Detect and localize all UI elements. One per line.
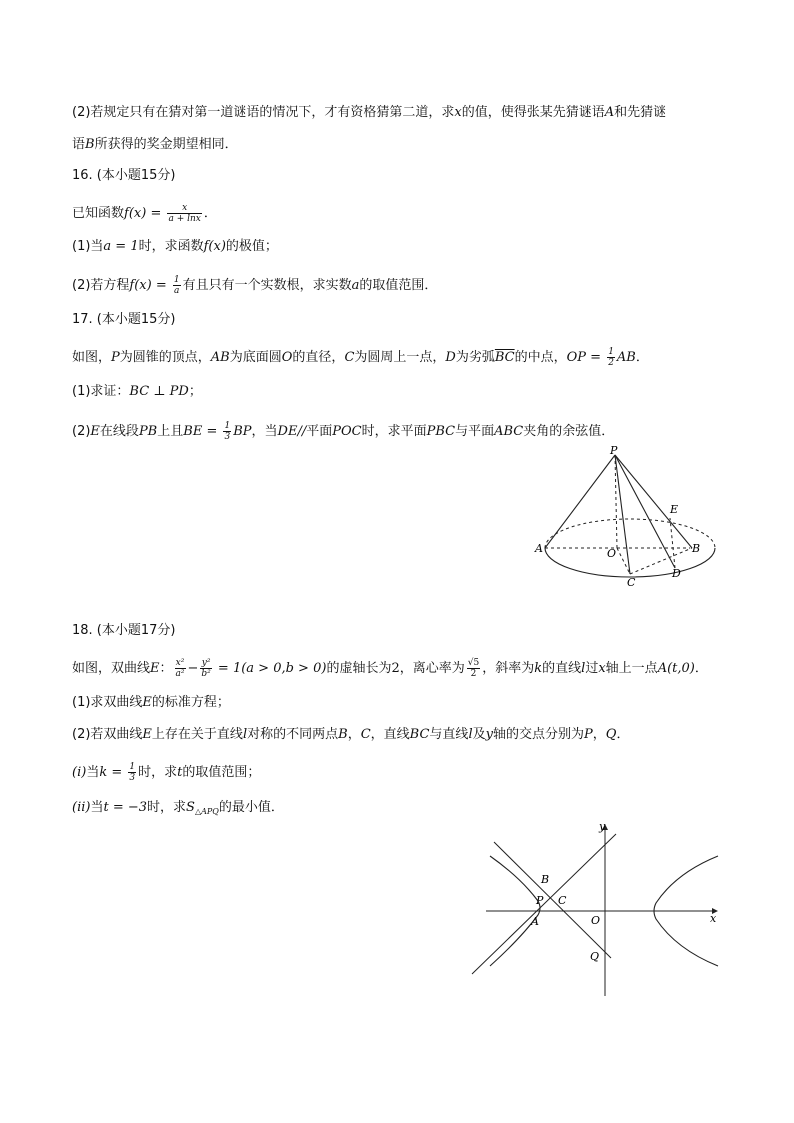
frac-den: a² <box>175 669 185 679</box>
math: (ii) <box>72 800 91 815</box>
q16-intro <box>72 203 217 224</box>
text: 在线段 <box>99 424 139 439</box>
math: Q <box>605 727 617 742</box>
text: 对称的不同两点 <box>247 727 339 742</box>
q15-part2-line2 <box>72 136 238 154</box>
text: 轴的交点分别为 <box>492 727 584 742</box>
text: (1)求双曲线 <box>72 695 143 710</box>
math: y <box>485 727 493 742</box>
math: BC ⊥ PD <box>129 384 189 399</box>
text: 夹角的余弦值． <box>523 424 615 439</box>
label-o: O <box>591 914 601 927</box>
text: 过 <box>585 661 599 676</box>
math: = <box>146 206 166 221</box>
q18-part1 <box>72 694 230 712</box>
text: 语 <box>72 137 86 152</box>
math: P <box>111 350 120 365</box>
text: ． <box>635 350 649 365</box>
q17-part2 <box>72 421 614 442</box>
text: 的直线 <box>542 661 582 676</box>
math-var: x <box>454 105 462 120</box>
frac-den: 2 <box>608 358 614 368</box>
text: 时，求 <box>147 800 187 815</box>
math: 2 <box>391 661 400 676</box>
math: OP = <box>566 350 606 365</box>
text: 如图，双曲线 <box>72 661 151 676</box>
math: f(x) = <box>129 278 171 293</box>
label-o: O <box>607 547 617 560</box>
math: O <box>281 350 293 365</box>
frac-den: a + lnx <box>168 214 201 224</box>
base-back-arc <box>545 519 715 548</box>
text: 为劣弧 <box>455 350 495 365</box>
fraction <box>607 347 615 368</box>
text: 的中点， <box>514 350 567 365</box>
hyperbola-figure <box>466 818 726 1000</box>
math-var: A <box>604 105 615 120</box>
text: (2) <box>72 424 91 439</box>
text: 的最小值． <box>218 800 284 815</box>
frac-num: 1 <box>608 347 614 357</box>
label-b: B <box>541 873 550 886</box>
math: k <box>534 661 543 676</box>
frac-den: 2 <box>470 669 477 679</box>
text: ，直线 <box>370 727 410 742</box>
q16-part2 <box>72 275 437 296</box>
math: l <box>468 727 473 742</box>
text: 为底面圆 <box>229 350 282 365</box>
text: 的取值范围． <box>359 278 438 293</box>
math: E <box>142 695 152 710</box>
frac-den: b² <box>201 669 211 679</box>
fraction <box>200 658 211 679</box>
fraction <box>167 203 201 224</box>
edge-pb <box>615 455 692 548</box>
text: 及 <box>472 727 486 742</box>
edge-pa <box>545 455 615 548</box>
text: 当 <box>86 765 100 780</box>
frac-num: x² <box>175 658 185 668</box>
q16-part1 <box>72 238 278 256</box>
fraction <box>467 658 480 679</box>
text: (1)求证： <box>72 384 130 399</box>
math: E <box>150 661 160 676</box>
text: ，斜率为 <box>482 661 535 676</box>
math: = 1(a > 0,b > 0) <box>213 661 327 676</box>
math: f(x) <box>203 239 226 254</box>
text: ． <box>616 727 630 742</box>
frac-num: y² <box>201 658 211 668</box>
label-e: E <box>670 503 679 516</box>
fraction <box>173 275 181 296</box>
text: ： <box>159 661 173 676</box>
math: B <box>338 727 348 742</box>
label-b: B <box>692 542 701 555</box>
text: (2)若规定只有在猜对第一道谜语的情况下，才有资格猜第二道，求 <box>72 105 455 120</box>
edge-pc <box>615 455 630 574</box>
text: 如图， <box>72 350 112 365</box>
label-q: Q <box>590 950 600 963</box>
text: 的值，使得张某先猜谜语 <box>461 105 605 120</box>
frac-num: √5 <box>467 658 480 668</box>
line-bc <box>494 842 611 958</box>
text: 和先猜谜 <box>614 105 667 120</box>
text: 时，求 <box>138 765 178 780</box>
math: t <box>177 765 183 780</box>
text: 平面 <box>306 424 333 439</box>
math: C <box>360 727 371 742</box>
text: 轴上一点 <box>605 661 658 676</box>
text: 已知函数 <box>72 206 125 221</box>
text: 的虚轴长为 <box>326 661 392 676</box>
label-c: C <box>558 894 567 907</box>
frac-num: 1 <box>129 762 136 772</box>
math: − <box>187 661 199 676</box>
math: A(t,0) <box>657 661 695 676</box>
text: 与直线 <box>429 727 469 742</box>
text: 时，求平面 <box>361 424 427 439</box>
math: l <box>242 727 248 742</box>
fraction <box>175 658 186 679</box>
math: BC <box>409 727 430 742</box>
text: ， <box>592 727 606 742</box>
math: E <box>142 727 152 742</box>
label-c: C <box>627 576 636 589</box>
label-a: A <box>531 915 539 928</box>
math: BP <box>233 424 252 439</box>
text: 与平面 <box>455 424 495 439</box>
math: C <box>344 350 355 365</box>
label-p: P <box>610 444 618 457</box>
text: 时，求函数 <box>138 239 204 254</box>
math: a <box>351 278 360 293</box>
q18-header: 18. (本小题17分) <box>72 623 176 638</box>
math: BE = <box>183 424 222 439</box>
math: l <box>581 661 586 676</box>
text: ； <box>188 384 202 399</box>
frac-num: 1 <box>224 421 231 431</box>
math: ABC <box>494 424 524 439</box>
math-subscript: △APQ <box>194 807 219 816</box>
text: ，当 <box>251 424 278 439</box>
text: ， <box>347 727 361 742</box>
math: D <box>445 350 456 365</box>
label-a: A <box>535 542 543 555</box>
text: 上存在关于直线 <box>151 727 243 742</box>
math: k = <box>99 765 127 780</box>
q17-header: 17. (本小题15分) <box>72 312 176 327</box>
math: (i) <box>72 765 87 780</box>
frac-den: 3 <box>224 432 231 442</box>
q18-part2 <box>72 726 629 744</box>
q18-part2-ii <box>72 799 284 821</box>
math: E <box>90 424 100 439</box>
segment-bc <box>630 548 692 574</box>
frac-den: a <box>174 286 180 296</box>
text: 的直径， <box>292 350 345 365</box>
edge-pd <box>615 455 675 568</box>
fraction <box>223 421 231 442</box>
math: f(x) <box>124 206 147 221</box>
label-x: x <box>710 912 717 925</box>
q18-part2-i <box>72 762 260 783</box>
frac-den: 3 <box>129 773 136 783</box>
math: DE// <box>277 424 307 439</box>
math: AB <box>210 350 230 365</box>
frac-num: 1 <box>173 275 180 285</box>
text: 为圆周上一点， <box>354 350 446 365</box>
math: x <box>598 661 606 676</box>
math-var: B <box>85 137 95 152</box>
text: ． <box>203 206 217 221</box>
q17-intro <box>72 347 649 368</box>
text: ． <box>694 661 708 676</box>
text: 的极值； <box>225 239 278 254</box>
math: S <box>186 800 195 815</box>
text: (2)若双曲线 <box>72 727 143 742</box>
q16-header: 16. (本小题15分) <box>72 168 176 183</box>
q15-part2-line1 <box>72 104 666 122</box>
label-y: y <box>599 820 606 833</box>
cone-figure <box>520 440 720 590</box>
text: 上且 <box>157 424 184 439</box>
math: PBC <box>426 424 456 439</box>
fraction <box>128 762 136 783</box>
text: 所获得的奖金期望相同． <box>94 137 238 152</box>
math-arc: $\overline{BC}$ <box>494 350 515 365</box>
math: POC <box>332 424 362 439</box>
math: a = 1 <box>103 239 139 254</box>
math: P <box>584 727 593 742</box>
label-p: P <box>536 894 544 907</box>
text: 的取值范围； <box>182 765 261 780</box>
text: (1)当 <box>72 239 104 254</box>
label-d: D <box>672 567 681 580</box>
q18-intro <box>72 658 708 679</box>
math: AB <box>616 350 636 365</box>
math: PB <box>138 424 158 439</box>
text: (2)若方程 <box>72 278 130 293</box>
text: 为圆锥的顶点， <box>119 350 211 365</box>
text: 的标准方程； <box>151 695 230 710</box>
text: 当 <box>90 800 104 815</box>
frac-num: x <box>167 203 201 214</box>
text: ，离心率为 <box>399 661 465 676</box>
text: 有且只有一个实数根，求实数 <box>182 278 352 293</box>
math: t = −3 <box>103 800 148 815</box>
q17-part1 <box>72 383 202 401</box>
